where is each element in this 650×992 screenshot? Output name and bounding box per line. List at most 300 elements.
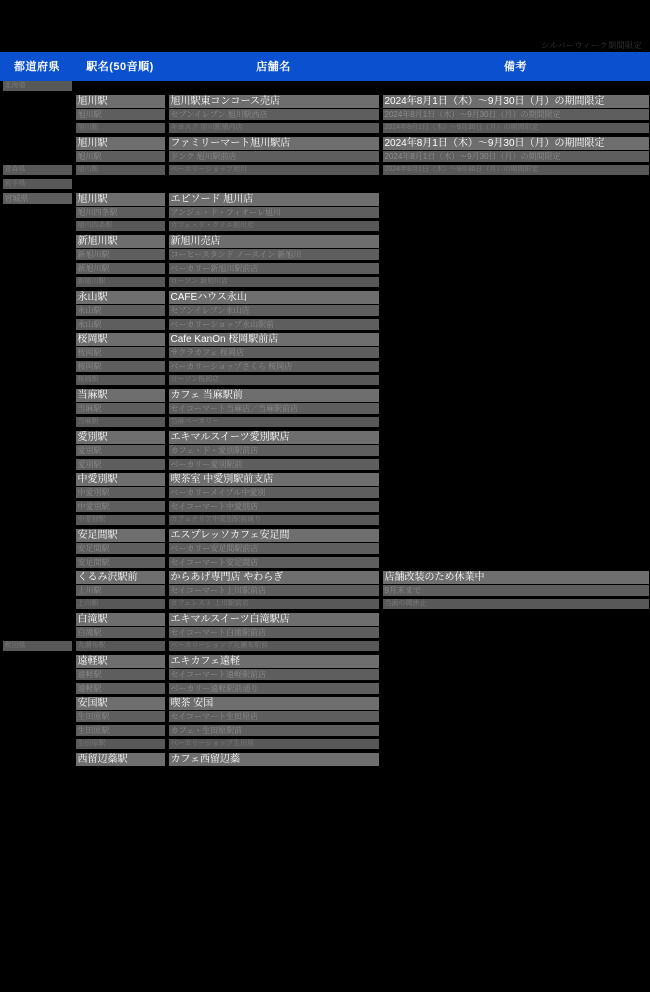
cell-shop [167,81,381,96]
cell-station-text: 旭川駅 [76,137,165,150]
cell-pref [1,417,74,431]
cell-shop [167,487,381,501]
cell-pref [1,585,74,599]
cell-station [74,263,167,277]
cell-note-text: 店舗改装のため休業中 [383,571,649,584]
cell-note [381,291,650,305]
cell-pref [1,291,74,305]
cell-pref [1,459,74,473]
cell-station [74,361,167,375]
cell-station-text: 旭川駅 [76,165,165,175]
cell-station [74,543,167,557]
cell-note [381,641,650,655]
cell-shop [167,333,381,347]
table-header [1,53,650,81]
cell-note [381,263,650,277]
cell-station-text: 遠軽駅 [76,669,165,680]
cell-note [381,599,650,613]
cell-station-text: 生田原駅 [76,711,165,722]
cell-note [381,361,650,375]
table-row [1,207,650,221]
table-row [1,473,650,487]
cell-shop-text: ベーカリーショップ永山駅前 [169,319,379,330]
table-row [1,683,650,697]
cell-station [74,375,167,389]
cell-shop-text: カフェ・ド・愛別駅前店 [169,445,379,456]
table-row [1,669,650,683]
cell-shop [167,529,381,543]
cell-note-text: 9月末まで [383,585,649,596]
table-row [1,585,650,599]
cell-note [381,235,650,249]
cell-station-text: 桜岡駅 [76,333,165,346]
cell-note [381,179,650,193]
cell-station-text: くるみ沢駅前 [76,571,165,584]
cell-shop [167,221,381,235]
table-row [1,277,650,291]
table-row [1,445,650,459]
cell-station-text: 愛別駅 [76,445,165,456]
cell-pref [1,753,74,767]
cell-note [381,165,650,179]
cell-shop-text: 新旭川売店 [169,235,379,248]
cell-pref [1,221,74,235]
cell-note [381,571,650,585]
cell-station [74,753,167,767]
cell-shop-text: ベーカリー愛別駅前 [169,459,379,470]
cell-station-text: 旭川駅 [76,123,165,133]
table-row [1,599,650,613]
table-row [1,137,650,151]
cell-pref [1,669,74,683]
cell-note [381,221,650,235]
cell-pref [1,543,74,557]
cell-station-text: 中愛別駅 [76,473,165,486]
cell-station [74,571,167,585]
table-row [1,501,650,515]
cell-shop-text: セイコーマート上川駅前店 [169,585,379,596]
cell-pref [1,683,74,697]
cell-shop-text: 当麻ベーカリー [169,417,379,427]
cell-pref [1,165,74,179]
cell-station [74,319,167,333]
table-row [1,361,650,375]
top-note: シルバーウィーク期間限定 [541,41,642,50]
cell-station [74,669,167,683]
cell-station-text: 西留辺蘂駅 [76,753,165,766]
cell-note [381,389,650,403]
cell-note-text: 2024年8月1日（木）〜9月30日（月）の期間限定 [383,165,649,175]
cell-note [381,417,650,431]
table-row [1,627,650,641]
cell-shop-text: ベーカリー新旭川駅前店 [169,263,379,274]
table-row [1,305,650,319]
cell-shop-text: ベーカリーショップ丸瀬布駅前 [169,641,379,651]
cell-note-text: 2024年8月1日（木）〜9月30日（月）の期間限定 [383,137,649,150]
cell-shop-text: 喫茶 安国 [169,697,379,710]
cell-note [381,683,650,697]
cell-shop-text: セブンイレブン永山店 [169,305,379,316]
cell-shop [167,431,381,445]
store-list-table [0,52,650,767]
cell-pref [1,445,74,459]
cell-station-text: 桜岡駅 [76,361,165,372]
table-row [1,725,650,739]
cell-shop-text: エピソード 旭川店 [169,193,379,206]
cell-shop [167,347,381,361]
cell-shop [167,193,381,207]
cell-shop-text: エキカフェ遠軽 [169,655,379,668]
cell-shop [167,459,381,473]
cell-shop [167,683,381,697]
cell-station [74,137,167,151]
cell-pref [1,655,74,669]
column-header-station: 駅名(50音順) [74,53,167,81]
cell-note [381,557,650,571]
table-row [1,571,650,585]
cell-station [74,627,167,641]
cell-shop-text: ベーカリーショップ生田原 [169,739,379,749]
cell-station-text: 新旭川駅 [76,235,165,248]
cell-station [74,305,167,319]
cell-shop [167,403,381,417]
cell-pref [1,515,74,529]
cell-station [74,725,167,739]
table-row [1,655,650,669]
cell-shop [167,599,381,613]
cell-shop [167,375,381,389]
table-row [1,235,650,249]
cell-note [381,543,650,557]
cell-shop-text: セブンイレブン 旭川駅西店 [169,109,379,120]
cell-station-text: 中愛別駅 [76,487,165,498]
cell-shop [167,725,381,739]
table-row [1,333,650,347]
cell-shop-text: カフェ・生田原駅前 [169,725,379,736]
cell-shop [167,207,381,221]
cell-pref [1,403,74,417]
table-row [1,263,650,277]
cell-shop-text: セイコーマート白滝駅前店 [169,627,379,638]
cell-station [74,347,167,361]
cell-shop-text: サクラカフェ 桜岡店 [169,347,379,358]
cell-pref [1,81,74,96]
cell-station-text: 新旭川駅 [76,263,165,274]
cell-note [381,725,650,739]
cell-pref [1,375,74,389]
cell-note [381,151,650,165]
cell-note [381,333,650,347]
cell-station [74,557,167,571]
cell-pref [1,529,74,543]
cell-note [381,375,650,389]
cell-station-text: 愛別駅 [76,459,165,470]
cell-shop [167,655,381,669]
cell-shop [167,557,381,571]
cell-note-text: 2024年8月1日（木）〜9月30日（月）の期間限定 [383,123,649,133]
cell-shop-text: ベーカリー安足間駅前店 [169,543,379,554]
cell-note [381,403,650,417]
cell-note [381,529,650,543]
table-row [1,81,650,96]
cell-shop-text: カフェ西留辺蘂 [169,753,379,766]
cell-shop [167,473,381,487]
table-row [1,403,650,417]
cell-note [381,473,650,487]
cell-note [381,613,650,627]
table-row [1,95,650,109]
cell-pref [1,725,74,739]
cell-pref [1,179,74,193]
cell-station-text: 永山駅 [76,319,165,330]
cell-station-text: 中愛別駅 [76,515,165,525]
cell-pref [1,361,74,375]
table-row [1,697,650,711]
cell-shop [167,445,381,459]
cell-pref [1,235,74,249]
cell-shop [167,151,381,165]
cell-shop-text: 旭川駅東コンコース売店 [169,95,379,108]
cell-note-text: 2024年8月1日（木）〜9月30日（月）の期間限定 [383,109,649,120]
cell-shop-text: ファミリーマート旭川駅店 [169,137,379,150]
cell-station-text: 生田原駅 [76,739,165,749]
cell-note [381,501,650,515]
cell-pref [1,711,74,725]
cell-station-text: 生田原駅 [76,725,165,736]
cell-shop [167,571,381,585]
cell-pref [1,137,74,151]
cell-pref [1,613,74,627]
cell-station-text: 桜岡駅 [76,375,165,385]
cell-station-text: 旭川駅 [76,95,165,108]
cell-station [74,655,167,669]
cell-shop [167,137,381,151]
cell-station [74,123,167,137]
cell-shop-text: エキマルスイーツ愛別駅店 [169,431,379,444]
cell-station [74,739,167,753]
cell-pref-text: 秋田県 [3,641,72,651]
cell-station [74,95,167,109]
table-row [1,431,650,445]
cell-note-text: 2024年8月1日（木）〜9月30日（月）の期間限定 [383,95,649,108]
table-row [1,165,650,179]
table-row [1,179,650,193]
cell-pref [1,123,74,137]
cell-station-text: 上川駅 [76,585,165,596]
cell-station-text: 安足間駅 [76,557,165,568]
cell-shop-text: CAFEハウス永山 [169,291,379,304]
cell-station-text: 安足間駅 [76,543,165,554]
cell-station-text: 桜岡駅 [76,347,165,358]
cell-pref-text: 北海道 [3,81,72,91]
cell-note [381,431,650,445]
cell-shop-text: エスプレッソカフェ安足間 [169,529,379,542]
cell-station-text: 遠軽駅 [76,655,165,668]
cell-station [74,193,167,207]
cell-pref [1,109,74,123]
cell-shop [167,109,381,123]
cell-shop-text: ローソン 新旭川店 [169,277,379,287]
cell-station-text: 白滝駅 [76,627,165,638]
cell-station [74,431,167,445]
cell-note [381,193,650,207]
cell-shop [167,515,381,529]
cell-station [74,291,167,305]
cell-shop-text: ドンク 旭川駅前店 [169,151,379,162]
table-row [1,221,650,235]
cell-note [381,305,650,319]
table-row [1,641,650,655]
cell-station [74,249,167,263]
cell-note [381,697,650,711]
cell-shop [167,613,381,627]
cell-pref [1,319,74,333]
cell-shop [167,641,381,655]
cell-note [381,137,650,151]
table-row [1,109,650,123]
cell-note [381,109,650,123]
cell-station-text: 永山駅 [76,305,165,316]
table-row [1,347,650,361]
table-row [1,151,650,165]
cell-shop-text: カフェ 当麻駅前 [169,389,379,402]
cell-shop [167,305,381,319]
cell-shop [167,277,381,291]
cell-shop [167,697,381,711]
cell-note [381,669,650,683]
cell-pref [1,431,74,445]
cell-shop-text: セイコーマート中愛別店 [169,501,379,512]
cell-station [74,529,167,543]
table-row [1,319,650,333]
cell-station [74,697,167,711]
cell-pref [1,473,74,487]
table-row [1,123,650,137]
cell-shop-text: アンジュ・ド・フィオーレ旭川 [169,207,379,218]
cell-shop-text: ベーカリーショップ旭川 [169,165,379,175]
cell-pref [1,487,74,501]
column-header-shop: 店舗名 [167,53,381,81]
cell-station [74,445,167,459]
table-row [1,739,650,753]
cell-station-text: 旭川駅 [76,193,165,206]
cell-pref [1,305,74,319]
cell-pref [1,557,74,571]
cell-station-text: 丸瀬布駅 [76,641,165,651]
table-row [1,557,650,571]
cell-shop-text: セイコーマート当麻店／当麻駅前店 [169,403,379,414]
column-header-note: 備考 [381,53,650,81]
cell-station [74,165,167,179]
cell-pref [1,263,74,277]
cell-pref [1,95,74,109]
cell-station-text: 旭川四条駅 [76,207,165,218]
cell-station-text: 中愛別駅 [76,501,165,512]
cell-shop-text: カフェレスト 上川駅前店 [169,599,379,609]
cell-station [74,179,167,193]
cell-pref [1,599,74,613]
cell-pref [1,697,74,711]
cell-note [381,515,650,529]
cell-station [74,473,167,487]
cell-shop-text: カフェテリア中愛別駅前通り [169,515,379,525]
cell-station [74,585,167,599]
table-row [1,375,650,389]
cell-note [381,711,650,725]
cell-note [381,95,650,109]
cell-pref-text: 宮城県 [3,193,72,204]
cell-shop [167,585,381,599]
cell-note [381,319,650,333]
cell-shop-text: セイコーマート安足間店 [169,557,379,568]
cell-station-text: 新旭川駅 [76,249,165,260]
table-row [1,249,650,263]
table-row [1,543,650,557]
cell-station [74,515,167,529]
table-row [1,417,650,431]
cell-shop-text: ベーカリーショップさくら 桜岡店 [169,361,379,372]
table-row [1,291,650,305]
cell-note [381,627,650,641]
cell-shop [167,179,381,193]
cell-shop [167,235,381,249]
cell-shop [167,417,381,431]
cell-station-text: 愛別駅 [76,431,165,444]
cell-pref [1,627,74,641]
cell-pref [1,249,74,263]
cell-station [74,109,167,123]
cell-station [74,459,167,473]
cell-note [381,207,650,221]
cell-note [381,655,650,669]
cell-shop [167,165,381,179]
cell-shop-text: ベーカリー遠軽駅前通り [169,683,379,694]
cell-shop [167,389,381,403]
cell-shop-text: ローソン桜岡店 [169,375,379,385]
cell-shop [167,711,381,725]
cell-station [74,151,167,165]
cell-station [74,613,167,627]
cell-station-text: 旭川駅 [76,109,165,120]
cell-pref [1,193,74,207]
cell-station [74,235,167,249]
cell-station-text: 安国駅 [76,697,165,710]
cell-shop-text: Cafe KanOn 桜岡駅前店 [169,333,379,346]
cell-station-text: 安足間駅 [76,529,165,542]
cell-pref [1,739,74,753]
cell-shop [167,123,381,137]
cell-station [74,417,167,431]
cell-note [381,459,650,473]
cell-shop [167,753,381,767]
cell-pref [1,207,74,221]
cell-pref [1,641,74,655]
cell-station [74,221,167,235]
cell-station [74,711,167,725]
table-row [1,459,650,473]
cell-pref [1,333,74,347]
cell-station [74,487,167,501]
cell-note [381,347,650,361]
column-header-prefecture: 都道府県 [1,53,74,81]
cell-shop-text: エキマルスイーツ白滝駅店 [169,613,379,626]
cell-station-text: 新旭川駅 [76,277,165,287]
cell-shop [167,627,381,641]
cell-station [74,277,167,291]
cell-note [381,123,650,137]
cell-note [381,81,650,96]
table-row [1,529,650,543]
